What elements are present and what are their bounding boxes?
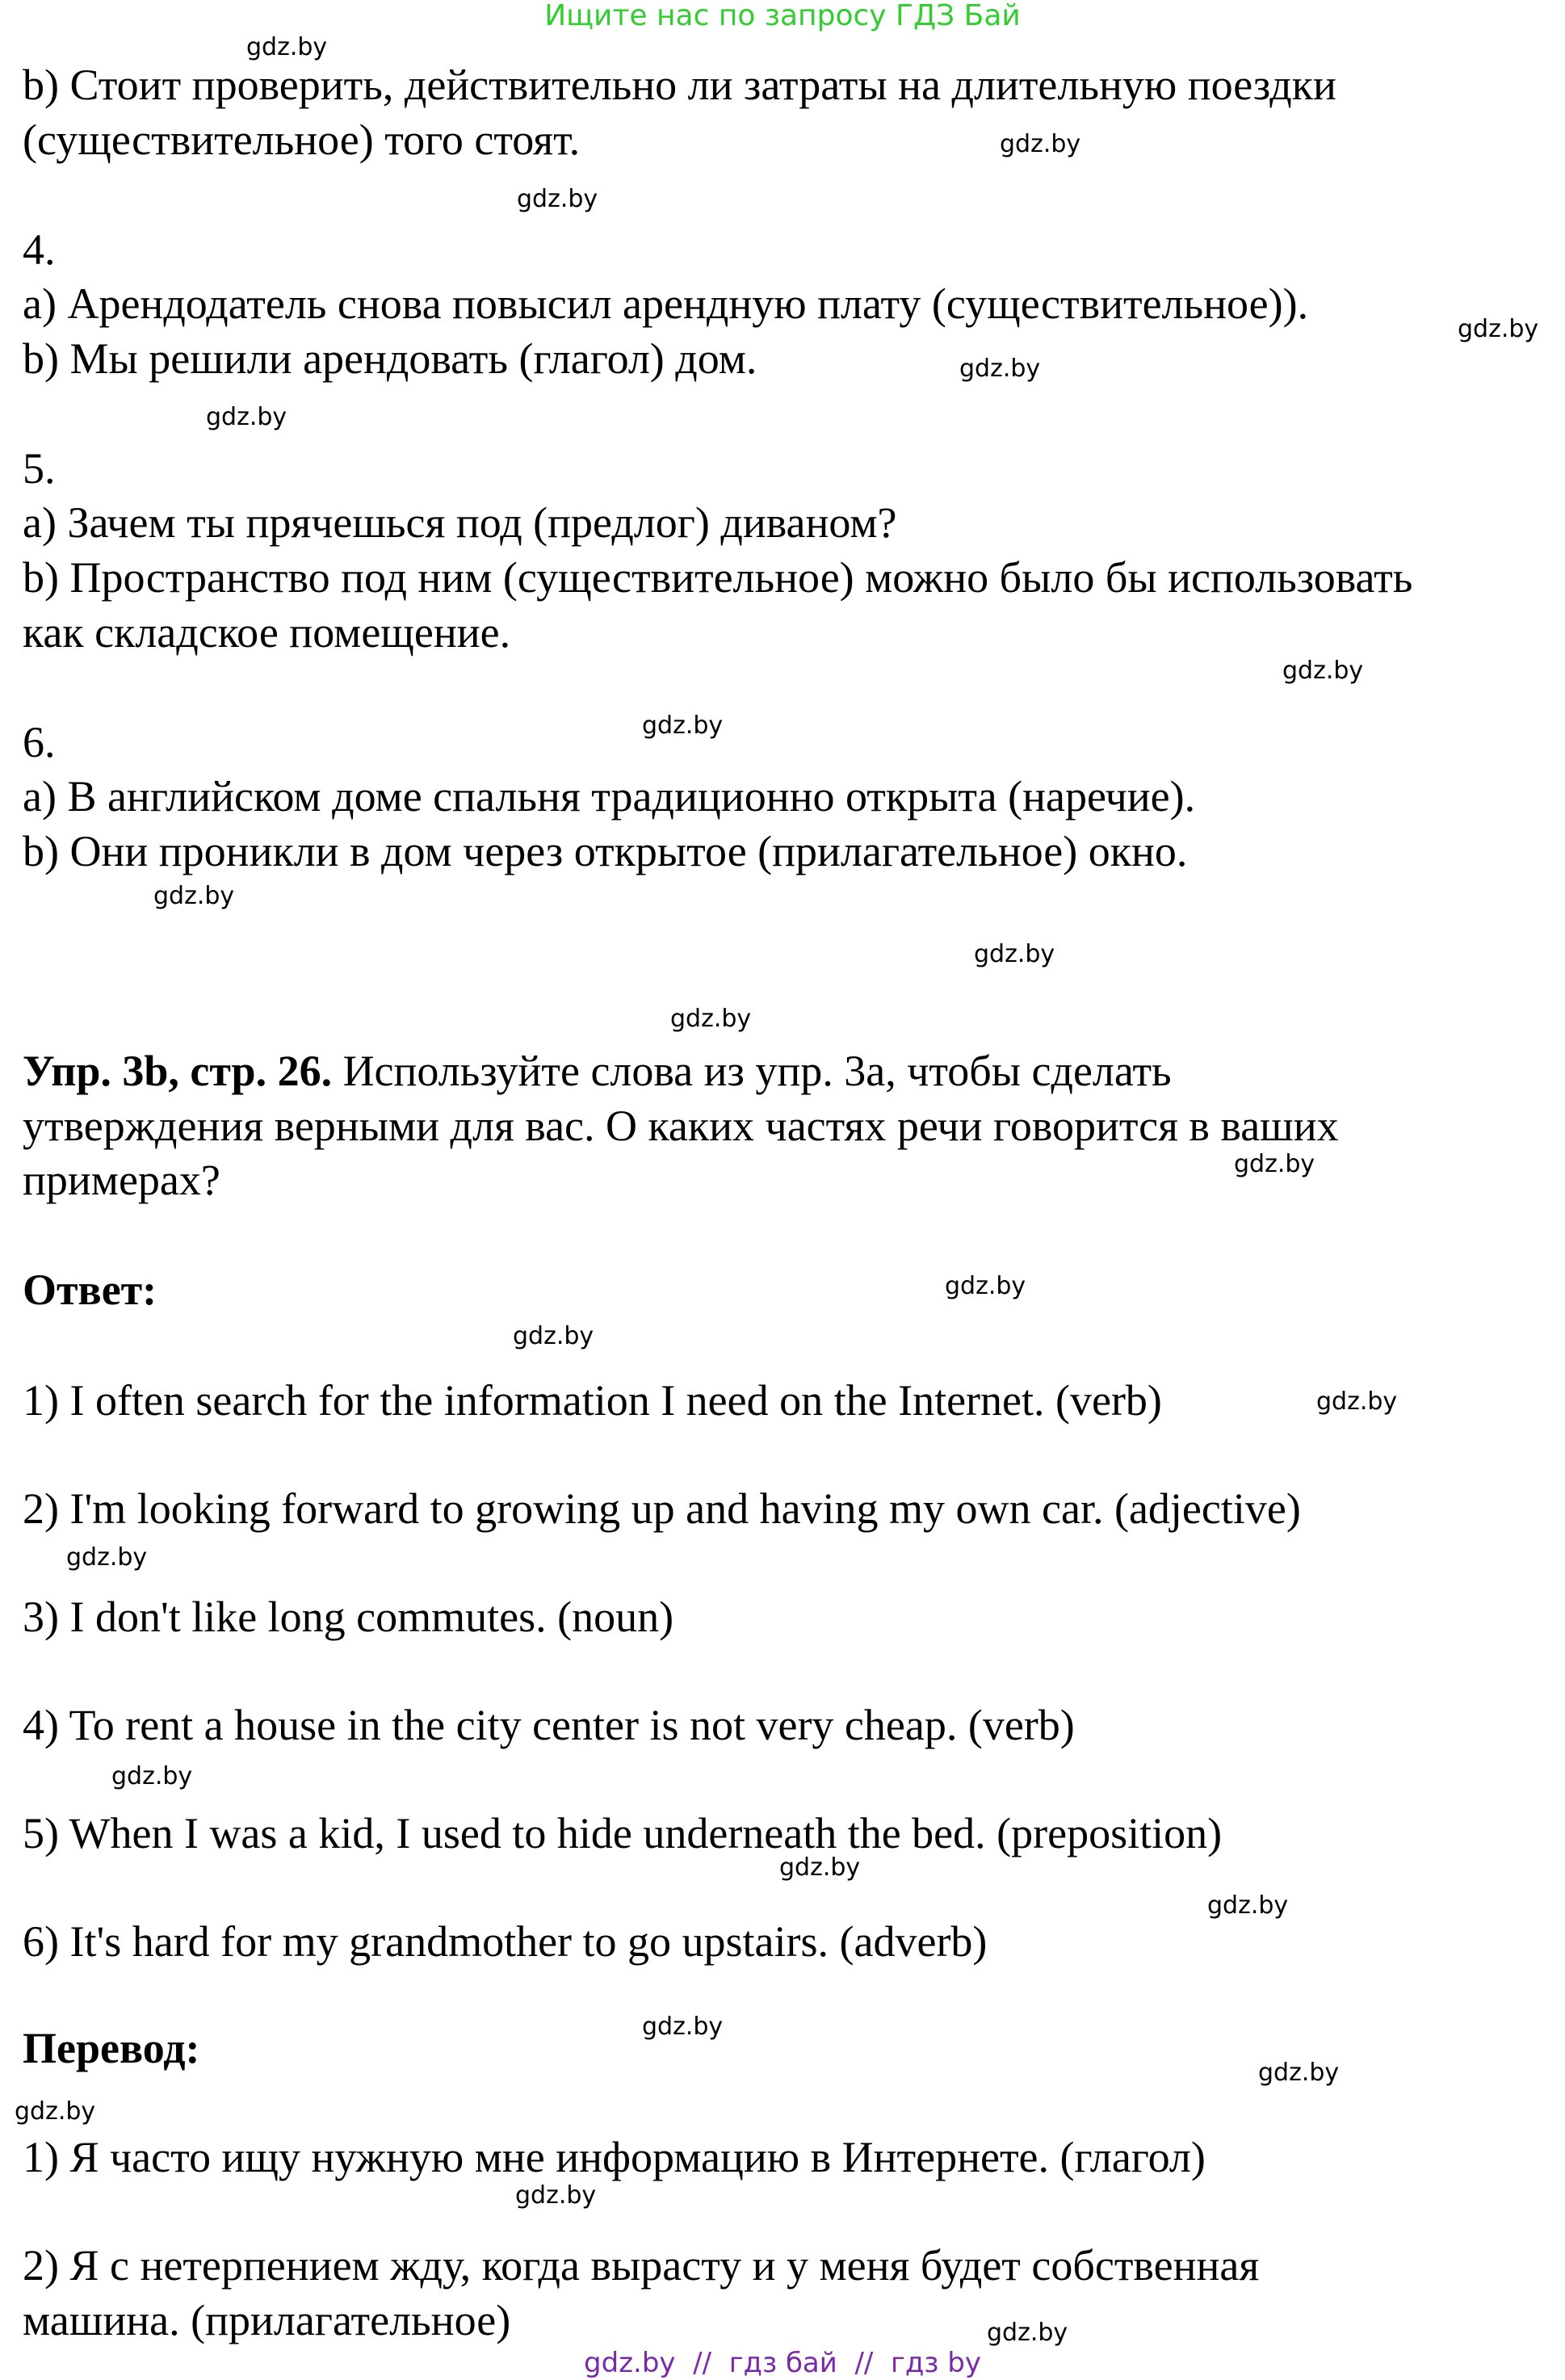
watermark-text: gdz.by [945, 1272, 1026, 1300]
watermark-text: gdz.by [1000, 130, 1081, 158]
translation-item2-line1: 2) Я с нетерпением жду, когда вырасту и у меня будет собственная [23, 2241, 1260, 2290]
task6-line-a: a) В английском доме спальня традиционно открыта (наречие). [23, 772, 1196, 821]
watermark-text: gdz.by [66, 1543, 148, 1572]
search-banner[interactable]: Ищите нас по запросу ГДЗ Бай [544, 0, 1021, 32]
watermark-text: gdz.by [987, 2319, 1068, 2347]
watermark-text: gdz.by [779, 1853, 861, 1882]
exercise-line3: примерах? [23, 1156, 220, 1204]
watermark-text: gdz.by [1207, 1891, 1289, 1920]
watermark-text: gdz.by [1458, 315, 1539, 343]
watermark-text: gdz.by [642, 711, 724, 740]
watermark-text: gdz.by [206, 403, 287, 431]
task6-number: 6. [23, 718, 56, 766]
task5-line-a: a) Зачем ты прячешься под (предлог) диваном? [23, 498, 897, 547]
task2-line-b1: b) Стоит проверить, действительно ли затраты на длительную поездки [23, 61, 1336, 109]
watermark-text: gdz.by [246, 33, 328, 61]
watermark-text: gdz.by [111, 1762, 193, 1790]
task2-line-b2: (существительное) того стоят. [23, 115, 581, 164]
translation-item2-line2: машина. (прилагательное) [23, 2296, 511, 2344]
answer-item: 5) When I was a kid, I used to hide underneath the bed. (preposition) [23, 1809, 1223, 1857]
watermark-text: gdz.by [1258, 2059, 1340, 2087]
exercise-line1 [23, 1044, 1172, 1098]
exercise-label: Упр. 3b, стр. 26. [23, 1047, 333, 1095]
exercise-line2: утверждения верными для вас. О каких частях речи говорится в ваших [23, 1102, 1339, 1150]
watermark-text: gdz.by [974, 940, 1055, 968]
answer-item: 1) I often search for the information I need on the Internet. (verb) [23, 1376, 1162, 1425]
watermark-text: gdz.by [1234, 1150, 1315, 1178]
exercise-line1-rest: Используйте слова из упр. 3a, чтобы сделать [332, 1047, 1172, 1095]
translation-heading: Перевод: [23, 2024, 200, 2072]
watermark-text: gdz.by [670, 1005, 752, 1033]
translation-item1: 1) Я часто ищу нужную мне информацию в Интернете. (глагол) [23, 2133, 1206, 2181]
watermark-text: gdz.by [15, 2097, 96, 2126]
task4-line-a: a) Арендодатель снова повысил арендную плату (существительное)). [23, 279, 1309, 328]
footer-links[interactable]: gdz.by // гдз бай // гдз by [584, 2347, 981, 2379]
watermark-text: gdz.by [513, 1322, 594, 1350]
watermark-text: gdz.by [642, 2013, 724, 2041]
task6-line-b: b) Они проникли в дом через открытое (прилагательное) окно. [23, 827, 1188, 875]
task5-line-b2: как складское помещение. [23, 608, 511, 657]
task4-line-b: b) Мы решили арендовать (глагол) дом. [23, 334, 757, 383]
watermark-text: gdz.by [153, 882, 235, 910]
watermark-text: gdz.by [959, 355, 1041, 383]
answer-item: 6) It's hard for my grandmother to go upstairs. (adverb) [23, 1917, 988, 1966]
task4-number: 4. [23, 225, 56, 274]
answer-item: 2) I'm looking forward to growing up and having my own car. (adjective) [23, 1484, 1301, 1533]
answer-item: 3) I don't like long commutes. (noun) [23, 1593, 674, 1641]
watermark-text: gdz.by [1282, 657, 1364, 685]
answer-heading: Ответ: [23, 1266, 157, 1314]
answer-item: 4) To rent a house in the city center is not very cheap. (verb) [23, 1701, 1075, 1749]
task5-line-b1: b) Пространство под ним (существительное) можно было бы использовать [23, 553, 1413, 602]
watermark-text: gdz.by [517, 185, 598, 213]
watermark-text: gdz.by [515, 2181, 597, 2210]
task5-number: 5. [23, 444, 56, 493]
watermark-text: gdz.by [1316, 1387, 1398, 1416]
